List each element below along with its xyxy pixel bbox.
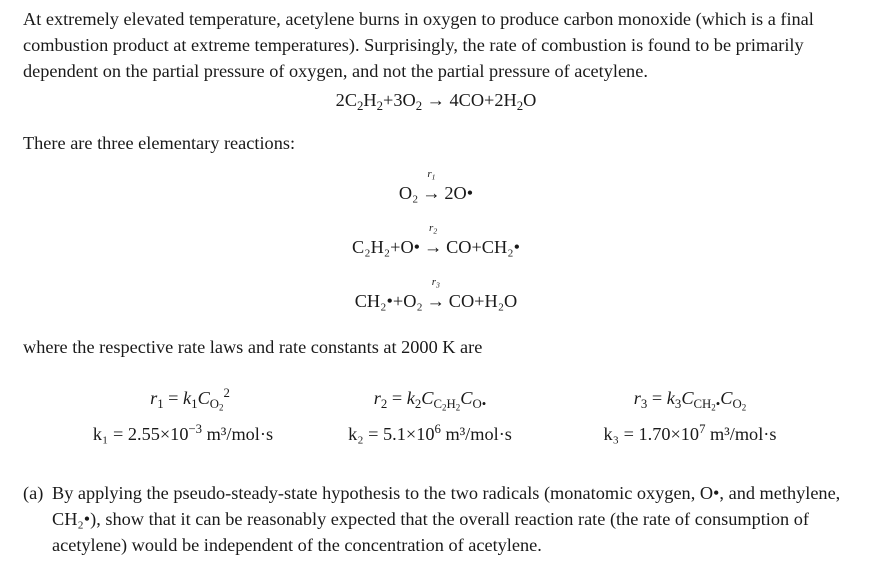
question-label: (a) bbox=[23, 483, 44, 503]
reaction-2: C₂H₂+O• $r_2$ → CO+CH₂• bbox=[352, 222, 520, 257]
rate-law-1: $r_1 = k_1C_{O_2}^2$ bbox=[150, 385, 230, 413]
rate-laws-heading: where the respective rate laws and rate constants at 2000 K are bbox=[23, 337, 483, 357]
reaction-3: CH₂•+O₂ $r_3$ → CO+H₂O bbox=[354, 276, 518, 311]
overall-reaction-equation: $2C_2H_2+3O_2 \to 4CO+2H_2O$ bbox=[335, 90, 537, 113]
intro-paragraph: At extremely elevated temperature, acetylene burns in oxygen to produce carbon monoxide (which is a final combustion product at extreme temperatures). Surprisingly, the rate of combustion is found to be primarily dependent on the partial pressure of oxygen, and not the partial pressure of acetylene. bbox=[23, 9, 814, 81]
reaction-1: O₂ $r_1$ → 2O• bbox=[398, 168, 474, 203]
rate-constant-3: $k_3 = 1.70\times 10^7$ m³/mol·s bbox=[603, 421, 777, 444]
rate-constant-2: $k_2 = 5.1\times 10^6$ m³/mol·s bbox=[348, 421, 512, 444]
rate-law-3: $r_3 = k_3C_{CH_2•}C_{O_2}$ bbox=[633, 388, 747, 413]
elementary-heading: There are three elementary reactions: bbox=[23, 133, 296, 153]
rate-law-2: $r_2 = k_2C_{C_2H_2}C_{O•}$ bbox=[373, 388, 487, 413]
rate-constant-1: $k_1 = 2.55\times 10^{-3}$ m³/mol·s bbox=[92, 421, 274, 444]
question-text: By applying the pseudo-steady-state hypothesis to the two radicals (monatomic oxygen, O•, and methylene, CH₂•), show that it can be reasonably expected that the overall reaction rate (the rate of consumption of acetylene) would be independent of the concentration of acetylene. bbox=[52, 483, 841, 555]
